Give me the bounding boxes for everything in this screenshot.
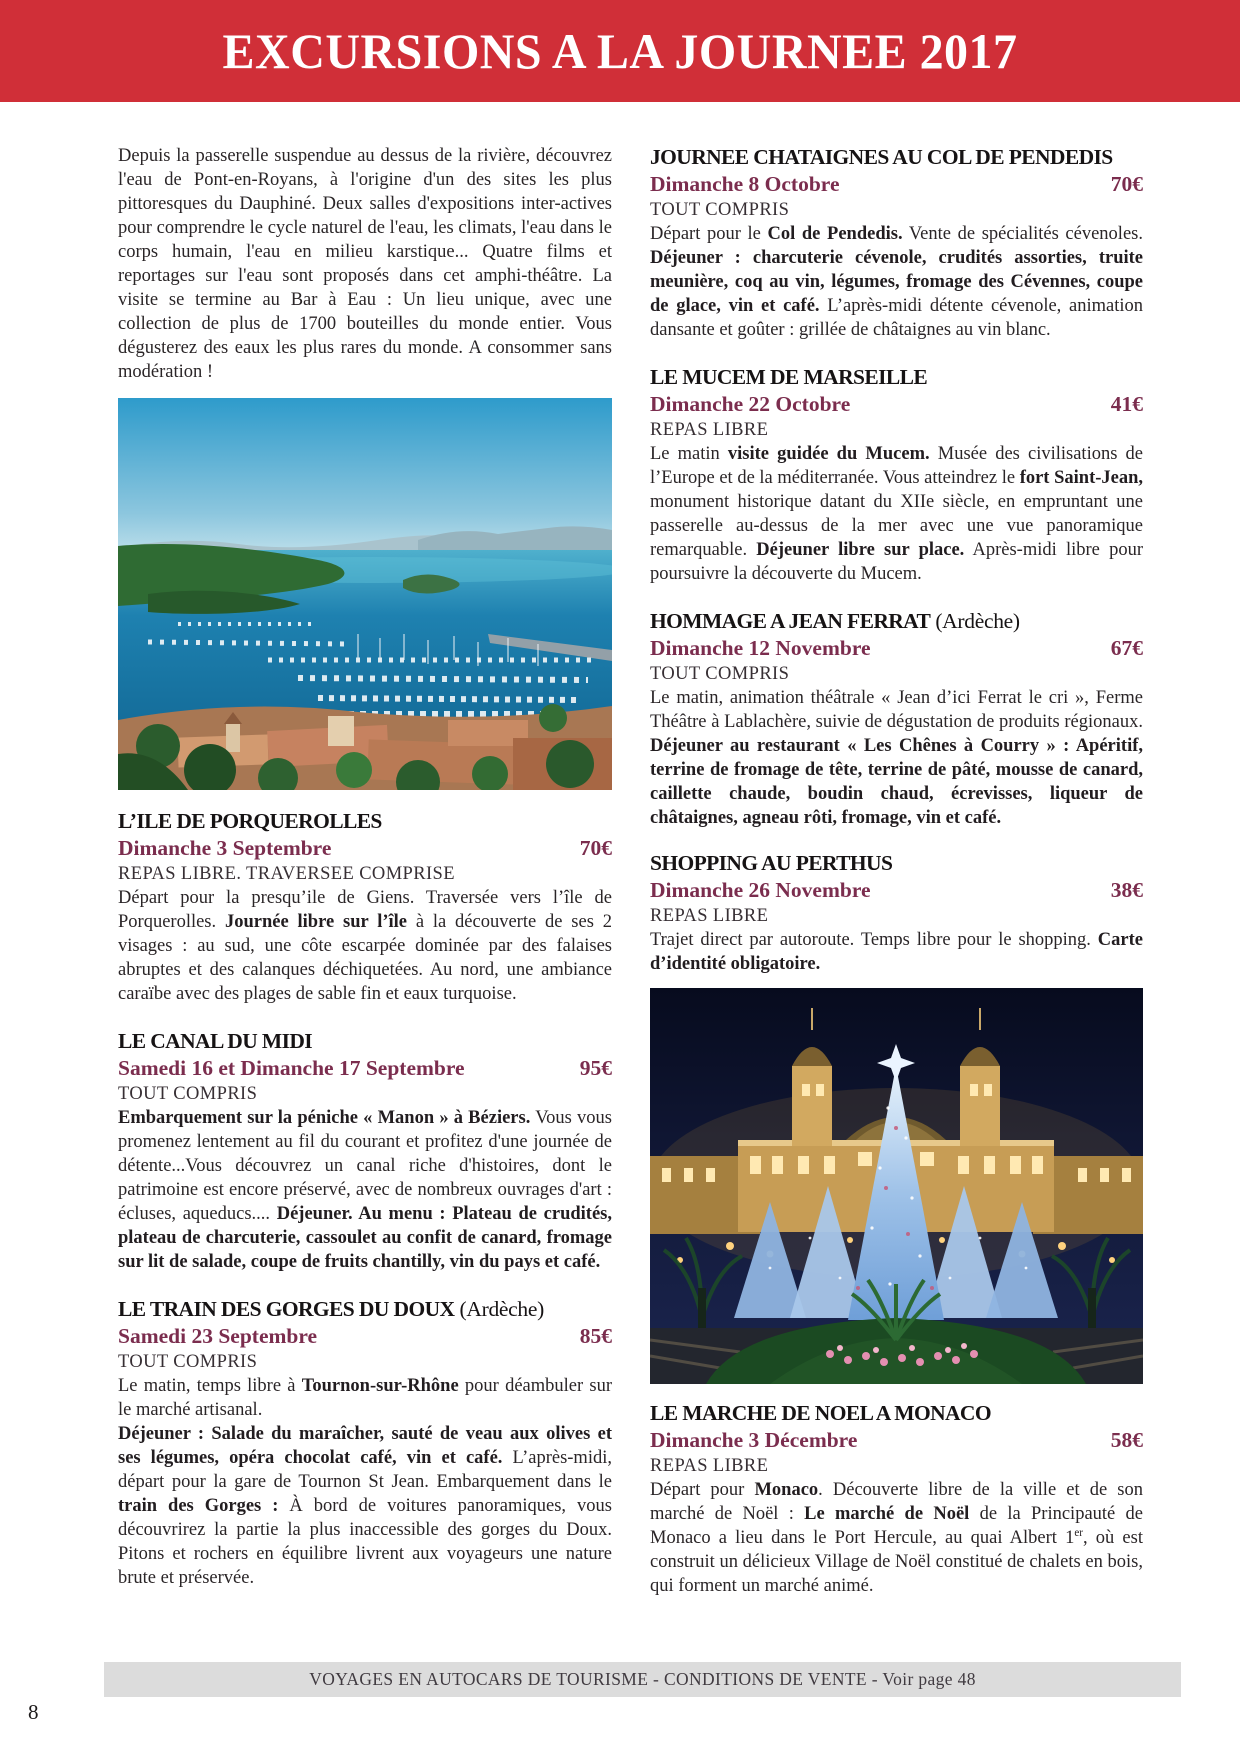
intro-paragraph: Depuis la passerelle suspendue au dessus de la rivière, découvrez l'eau de Pont-en-Royans, à l'origine d'un des sites les plus pittoresques du Dauphiné. Deux salles d'expositions inter-actives pour comprendre le cycle naturel de l'eau, les climats, l'eau dans le corps humain, l'eau en milieu karstique... Quatre films et reportages sur l'eau sont proposés dans cet amphi-théâtre. La visite se termine au Bar à Eau : Un lieu unique, avec une collection de plus de 1700 bouteilles du monde entier. Vous dégusterez des eaux les plus rares du monde. A consommer sans modération ! bbox=[118, 146, 612, 382]
tour-meal-info: REPAS LIBRE bbox=[650, 906, 769, 926]
tour-price: 38€ bbox=[1110, 878, 1143, 902]
tour-dateline bbox=[650, 635, 1143, 662]
tour-price: 85€ bbox=[579, 1324, 612, 1348]
tour-description: Trajet direct par autoroute. Temps libre pour le shopping. Carte d’identité obligatoire. bbox=[650, 930, 1143, 974]
tour-title: L’ILE DE PORQUEROLLES bbox=[118, 809, 382, 833]
christmas-casino-illustration bbox=[650, 988, 1143, 1384]
tour-jean-ferrat bbox=[650, 608, 1143, 830]
tour-price: 70€ bbox=[1110, 172, 1143, 196]
tour-dateline bbox=[118, 1323, 612, 1350]
tour-chataignes bbox=[650, 144, 1143, 342]
page-title: EXCURSIONS A LA JOURNEE 2017 bbox=[222, 23, 1018, 79]
tour-porquerolles bbox=[118, 808, 612, 1006]
tour-price: 41€ bbox=[1110, 392, 1143, 416]
tour-meal-info: REPAS LIBRE. TRAVERSEE COMPRISE bbox=[118, 864, 455, 884]
tour-title: JOURNEE CHATAIGNES AU COL DE PENDEDIS bbox=[650, 145, 1113, 169]
tour-dateline bbox=[650, 1427, 1143, 1454]
tour-price: 58€ bbox=[1110, 1428, 1143, 1452]
tour-description: Embarquement sur la péniche « Manon » à Béziers. Vous vous promenez lentement au fil du courant et profitez d'une journée de détente...Vous découvrez un canal riche d'histoires, dont le patrimoine est encore préservé, avec de nombreux ouvrages d'art : écluses, aqueducs.... Déjeuner. Au menu : Plateau de crudités, plateau de charcuterie, cassoulet au confit de canard, fromage sur lit de salade, coupe de fruits chantilly, vin du pays et café. bbox=[118, 1108, 613, 1272]
tour-date: Dimanche 8 Octobre bbox=[650, 172, 840, 196]
tour-meal-info: TOUT COMPRIS bbox=[650, 664, 790, 684]
tour-title: LE CANAL DU MIDI bbox=[118, 1029, 313, 1053]
tour-dateline bbox=[650, 171, 1143, 198]
right-column bbox=[650, 130, 1143, 1598]
page-number: 8 bbox=[28, 1700, 39, 1724]
tour-dateline bbox=[118, 835, 612, 862]
tour-title: LE MARCHE DE NOEL A MONACO bbox=[650, 1401, 991, 1425]
tour-title: LE MUCEM DE MARSEILLE bbox=[650, 365, 928, 389]
tour-description: Le matin, animation théâtrale « Jean d’ici Ferrat le cri », Ferme Théâtre à Lablachère, suivie de dégustation de produits régionaux. Déjeuner au restaurant « Les Chênes à Courry » : Apéritif, terrine de fromage de tête, terrine de pâté, mousse de canard, caillette chaude, boudin chaud, écrevisses, liqueur de châtaignes, agneau rôti, fromage, vin et café. bbox=[650, 688, 1143, 828]
tour-date: Samedi 16 et Dimanche 17 Septembre bbox=[118, 1056, 465, 1080]
footer-text: VOYAGES EN AUTOCARS DE TOURISME - CONDITIONS DE VENTE - Voir page 48 bbox=[309, 1669, 976, 1689]
tour-meal-info: TOUT COMPRIS bbox=[118, 1084, 258, 1104]
tour-meal-info: REPAS LIBRE bbox=[650, 420, 769, 440]
tour-meal-info: TOUT COMPRIS bbox=[650, 200, 790, 220]
tour-perthus bbox=[650, 850, 1143, 976]
tour-description: Départ pour Monaco. Découverte libre de la ville et de son marché de Noël : Le marché de Noël de la Principauté de Monaco a lieu dans le Port Hercule, au quai Albert 1er, où est construit un délicieux Village de Noël constitué de chalets en bois, qui forment un marché animé. bbox=[650, 1480, 1144, 1596]
tour-description: Départ pour la presqu’ile de Giens. Traversée vers l’île de Porquerolles. Journée libre sur l’île à la découverte de ses 2 visages : au sud, une côte escarpée dominée par des falaises abruptes et des calanques déchiquetées. Au nord, une ambiance caraïbe avec des plages de sable fin et eaux turquoise. bbox=[118, 888, 612, 1004]
harbor-illustration bbox=[118, 398, 612, 790]
porquerolles-harbor-photo bbox=[118, 398, 612, 790]
tour-meal-info: REPAS LIBRE bbox=[650, 1456, 769, 1476]
tour-dateline bbox=[118, 1055, 612, 1082]
tour-date: Dimanche 22 Octobre bbox=[650, 392, 851, 416]
tour-dateline bbox=[650, 877, 1143, 904]
tour-description: Le matin visite guidée du Mucem. Musée des civilisations de l’Europe et de la méditerranée. Vous atteindrez le fort Saint-Jean, monument historique datant du XIIe siècle, en empruntant une passerelle au-dessus de la mer avec une vue panoramique remarquable. Déjeuner libre sur place. Après-midi libre pour poursuivre la découverte du Mucem. bbox=[650, 444, 1144, 584]
tour-title: SHOPPING AU PERTHUS bbox=[650, 851, 893, 875]
tour-description: Départ pour le Col de Pendedis. Vente de spécialités cévenoles. Déjeuner : charcuterie cévenole, crudités assorties, truite meunière, coq au vin, légumes, fromage des Cévennes, coupe de glace, vin et café. L’après-midi détente cévenole, animation dansante et goûter : grillée de châtaignes au vin blanc. bbox=[650, 224, 1143, 340]
tour-date: Samedi 23 Septembre bbox=[118, 1324, 318, 1348]
tour-canal-du-midi bbox=[118, 1028, 612, 1274]
tour-train-des-gorges bbox=[118, 1296, 612, 1590]
tour-date: Dimanche 26 Novembre bbox=[650, 878, 871, 902]
tour-title: HOMMAGE A JEAN FERRAT (Ardèche) bbox=[650, 609, 1020, 633]
tour-date: Dimanche 12 Novembre bbox=[650, 636, 871, 660]
tour-title: LE TRAIN DES GORGES DU DOUX (Ardèche) bbox=[118, 1297, 544, 1321]
tour-date: Dimanche 3 Septembre bbox=[118, 836, 332, 860]
tour-price: 70€ bbox=[579, 836, 612, 860]
tour-date: Dimanche 3 Décembre bbox=[650, 1428, 858, 1452]
tour-price: 95€ bbox=[579, 1056, 612, 1080]
page-banner bbox=[0, 0, 1240, 102]
tour-marche-noel-monaco bbox=[650, 1400, 1143, 1598]
left-column bbox=[118, 130, 612, 1590]
tour-dateline bbox=[650, 391, 1143, 418]
monaco-christmas-photo bbox=[650, 988, 1143, 1384]
tour-meal-info: TOUT COMPRIS bbox=[118, 1352, 258, 1372]
tour-description: Le matin, temps libre à Tournon-sur-Rhône pour déambuler sur le marché artisanal. Déjeuner : Salade du maraîcher, sauté de veau aux olives et ses légumes, opéra chocolat café, vin et café. L’après-midi, départ pour la gare de Tournon St Jean. Embarquement dans le train des Gorges : À bord de voitures panoramiques, vous découvrirez la partie la plus inaccessible des gorges du Doux. Pitons et rochers en équilibre livrent aux voyageurs une nature brute et préservée. bbox=[118, 1376, 612, 1588]
tour-mucem bbox=[650, 364, 1143, 586]
footer-bar bbox=[104, 1662, 1181, 1697]
tour-price: 67€ bbox=[1110, 636, 1143, 660]
